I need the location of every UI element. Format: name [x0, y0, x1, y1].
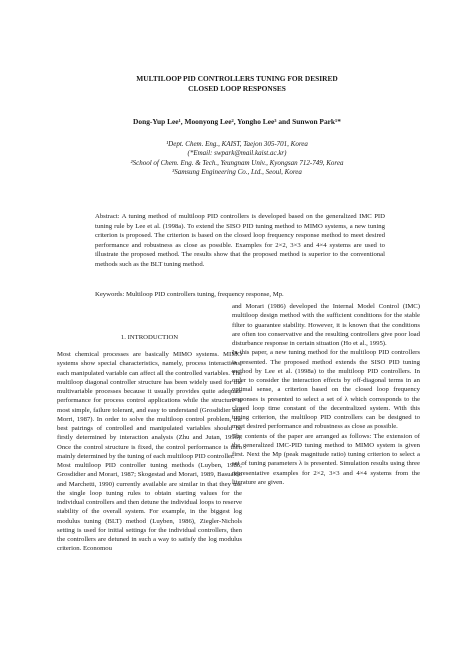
intro-paragraph-2: Most multiloop PID controller tuning methods (Luyben, 1986; Grosdidier and Morari, 1987; Skogestad and Morari, 1989, Basualdo and Marchetti, 1990) currently available are similar in that they use the single loop tuning rules to obtain starting values for the individual controllers and then detune the individual loops to reserve stability of the overall system. For example, in the biggest log modulus tuning (BLT) method (Luyben, 1986), Ziegler-Nichols setting is used for initial settings for the individual controllers, then the controllers are detuned in such a way to satisfy the log modulus criterion. Economou — [57, 462, 242, 553]
section-heading-introduction: 1. INTRODUCTION — [120, 334, 179, 341]
abstract: Abstract: A tuning method of multiloop PID controllers is developed based on the generalized IMC PID tuning rule by Lee et al. (1998a). To extend the SISO PID tuning method to MIMO systems, a new tuning criterion is proposed. The criterion is based on the closed loop frequency response method to meet desired performance and robustness as close as possible. Examples for 2×2, 3×3 and 4×4 systems are used to illustrate the proposed method. The results show that the proposed method is superior to the conventional methods such as the BLT tuning method. — [95, 213, 385, 268]
intro-paragraph-5: The contents of the paper are arranged as follows: The extension of the generalized IMC-PID tuning method to MIMO system is given first. Next the Mp (peak magnitude ratio) tuning criterion to select a set of tuning parameters λ is presented. Simulation results using three representative examples for 2×2, 3×3 and 4×4 systems from the literature are given. — [232, 432, 420, 486]
affiliation-email: (*Email: swpark@mail.kaist.ac.kr) — [187, 149, 287, 158]
author-list: Dong-Yup Lee¹, Moonyong Lee², Yongho Lee³ and Sunwon Park¹* — [133, 117, 341, 126]
intro-paragraph-1: Most chemical processes are basically MIMO systems. MIMO systems show special characteristics, namely, process interactions: each manipulated variable can affect all the controlled variables. The multiloop diagonal controller structure has been widely used for the multivariable processes because it usually provides quite adequate performance for process control applications while the structure is most simple, failure tolerant, and easy to understand (Grosdidier and Morri, 1987). In order to solve the multiloop control problem, the best pairings of controlled and manipulated variables should be firstly determined by interaction analysis (Zhu and Jutan, 1996). Once the control structure is fixed, the control performance is then mainly determined by the tuning of each multiloop PID controller. — [57, 351, 242, 460]
affiliation-2: ²School of Chem. Eng. & Tech., Yeungnam Univ., Kyongsan 712-749, Korea — [130, 158, 344, 167]
intro-paragraph-3: and Morari (1986) developed the Internal Model Control (IMC) multiloop design method with the sufficient conditions for the stable filter to guarantee stability. However, it is known that the conditions are often too conservative and the resulting controllers give poor load disturbance response in certain situation (Ho et al., 1995). — [232, 303, 420, 347]
keywords: Keywords: Multiloop PID controllers tuning, frequency response, Mp. — [95, 291, 284, 298]
title-line-2: CLOSED LOOP RESPONSES — [188, 84, 286, 93]
paper-title — [0, 74, 474, 94]
intro-paragraph-4: In this paper, a new tuning method for the multiloop PID controllers is presented. The proposed method extends the SISO PID tuning method by Lee et al. (1998a) to the multiloop PID controllers. In order to consider the interaction effects by off-diagonal terms in an optimal sense, a criterion based on the closed loop frequency responses is presented to select a set of λ which corresponds to the closed loop time constant of the decentralized system. With this tuning criterion, the multiloop PID controllers can be designed to meet desired performance and robustness as close as possible. — [232, 349, 420, 431]
title-line-1: MULTILOOP PID CONTROLLERS TUNING FOR DESIRED — [136, 74, 338, 83]
affiliation-3: ³Samsung Engineering Co., Ltd., Seoul, Korea — [172, 168, 302, 177]
left-column — [57, 350, 242, 554]
affiliations — [0, 140, 474, 178]
affiliation-1: ¹Dept. Chem. Eng., KAIST, Taejon 305-701, Korea — [166, 140, 308, 148]
right-column — [232, 302, 420, 487]
